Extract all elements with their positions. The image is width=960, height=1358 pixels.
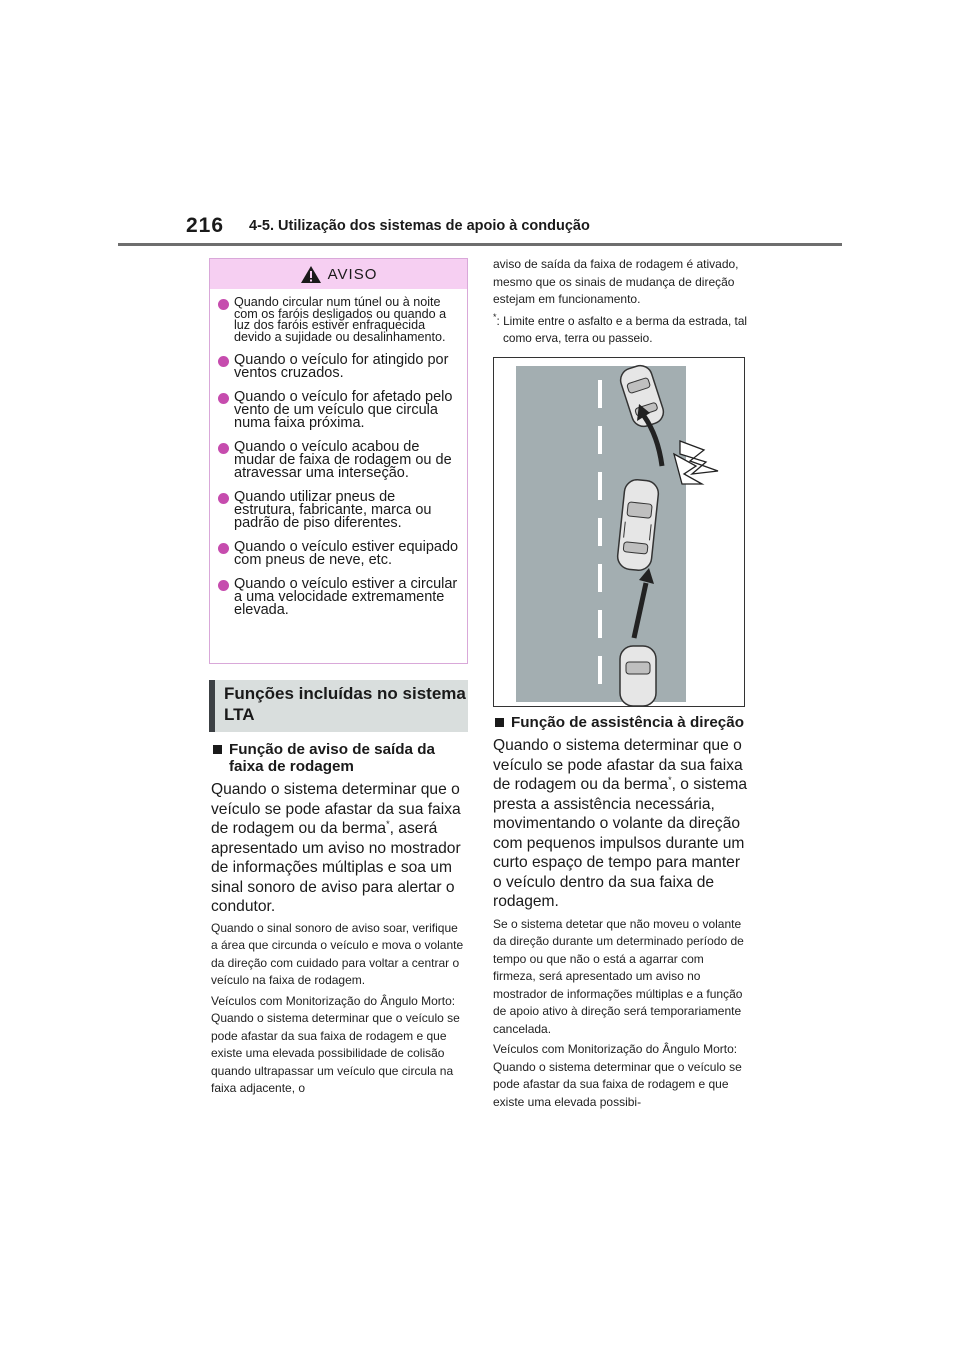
blind-spot-note: Veículos com Monitorização do Ângulo Morto: Quando o sistema determinar que o veículo se pode afastar da sua faixa de rodagem e que existe uma elevada possibilidade de colisão quando ultrapassar um veículo que circula na faixa adjacente, o <box>211 993 460 1095</box>
bullet-icon <box>218 299 229 310</box>
continuation-text: aviso de saída da faixa de rodagem é ativado, mesmo que os sinais de mudança de direção estejam em funcionamento. <box>493 257 739 306</box>
warning-triangle-icon <box>300 265 322 284</box>
list-item: Quando o veículo estiver a circular a uma velocidade extremamente elevada. <box>218 578 459 617</box>
blind-spot-note-right: Veículos com Monitorização do Ângulo Morto: Quando o sistema determinar que o veículo se pode afastar da sua faixa de rodagem e que existe uma elevada possibi- <box>493 1042 742 1109</box>
bullet-icon <box>218 580 229 591</box>
list-item: Quando o veículo acabou de mudar de faixa de rodagem ou de atravessar uma interseção. <box>218 441 459 480</box>
warning-box <box>209 258 468 664</box>
bullet-icon <box>218 393 229 404</box>
list-item: Quando o veículo for afetado pelo vento de um veículo que circula numa faixa próxima. <box>218 391 459 430</box>
footnote: *: Limite entre o asfalto e a berma da estrada, tal como erva, terra ou passeio. <box>493 311 748 345</box>
lane-departure-note: Quando o sinal sonoro de aviso soar, verifique a área que circunda o veículo e mova o volante da direção com cuidado para voltar a centrar o veículo na faixa de rodagem. <box>211 920 464 987</box>
lane-departure-description: Quando o sistema determinar que o veículo se pode afastar da sua faixa de rodagem ou da berma*, aserá apresentado um aviso no mostrador de informações múltiplas e soa um sinal sonoro de aviso para alertar o condutor. <box>211 781 461 915</box>
section-title: 4-5. Utilização dos sistemas de apoio à condução <box>249 218 590 234</box>
lane-assist-illustration <box>493 357 745 707</box>
left-column <box>211 741 466 1098</box>
page-number: 216 <box>186 214 225 237</box>
right-column-bottom <box>493 714 748 1111</box>
square-bullet-icon <box>495 718 504 727</box>
road-diagram <box>494 358 744 706</box>
list-item: Quando o veículo for atingido por ventos cruzados. <box>218 354 459 380</box>
functions-heading-box <box>209 680 468 732</box>
bullet-icon <box>218 356 229 367</box>
steering-assist-description: Quando o sistema determinar que o veículo se pode afastar da sua faixa de rodagem ou da berma*, o sistema presta a assistência necessária, movimentando o volante da direção com pequenos impulsos durante um curto espaço de tempo para manter o veículo dentro da sua faixa de rodagem. <box>493 737 748 910</box>
list-item: Quando o veículo estiver equipado com pneus de neve, etc. <box>218 541 459 567</box>
functions-heading: Funções incluídas no sistema LTA <box>224 684 466 724</box>
warning-list <box>210 297 467 617</box>
header-rule <box>118 243 842 246</box>
car-bottom-icon <box>620 646 656 706</box>
warning-title: AVISO <box>327 265 378 283</box>
list-item: Quando utilizar pneus de estrutura, fabricante, marca ou padrão de piso diferentes. <box>218 491 459 530</box>
alert-lightning-icon <box>674 441 718 484</box>
subheading-steering-assist: Função de assistência à direção <box>493 714 748 731</box>
bullet-icon <box>218 493 229 504</box>
steering-assist-note: Se o sistema detetar que não moveu o volante da direção durante um determinado período de tempo ou que não o está a agarrar com firmeza, será apresentado um aviso no mostrador de informações múltiplas e a função de apoio ativo à direção será temporariamente cancelada. <box>493 916 744 1036</box>
square-bullet-icon <box>213 745 222 754</box>
subheading-lane-departure: Função de aviso de saída da faixa de rodagem <box>211 741 466 775</box>
list-item: Quando circular num túnel ou à noite com os faróis desligados ou quando a luz dos faróis estiver enfraquecida devido a sujidade ou desalinhamento. <box>218 297 459 343</box>
warning-header <box>210 259 467 289</box>
right-column-top <box>493 256 748 347</box>
bullet-icon <box>218 543 229 554</box>
bullet-icon <box>218 443 229 454</box>
